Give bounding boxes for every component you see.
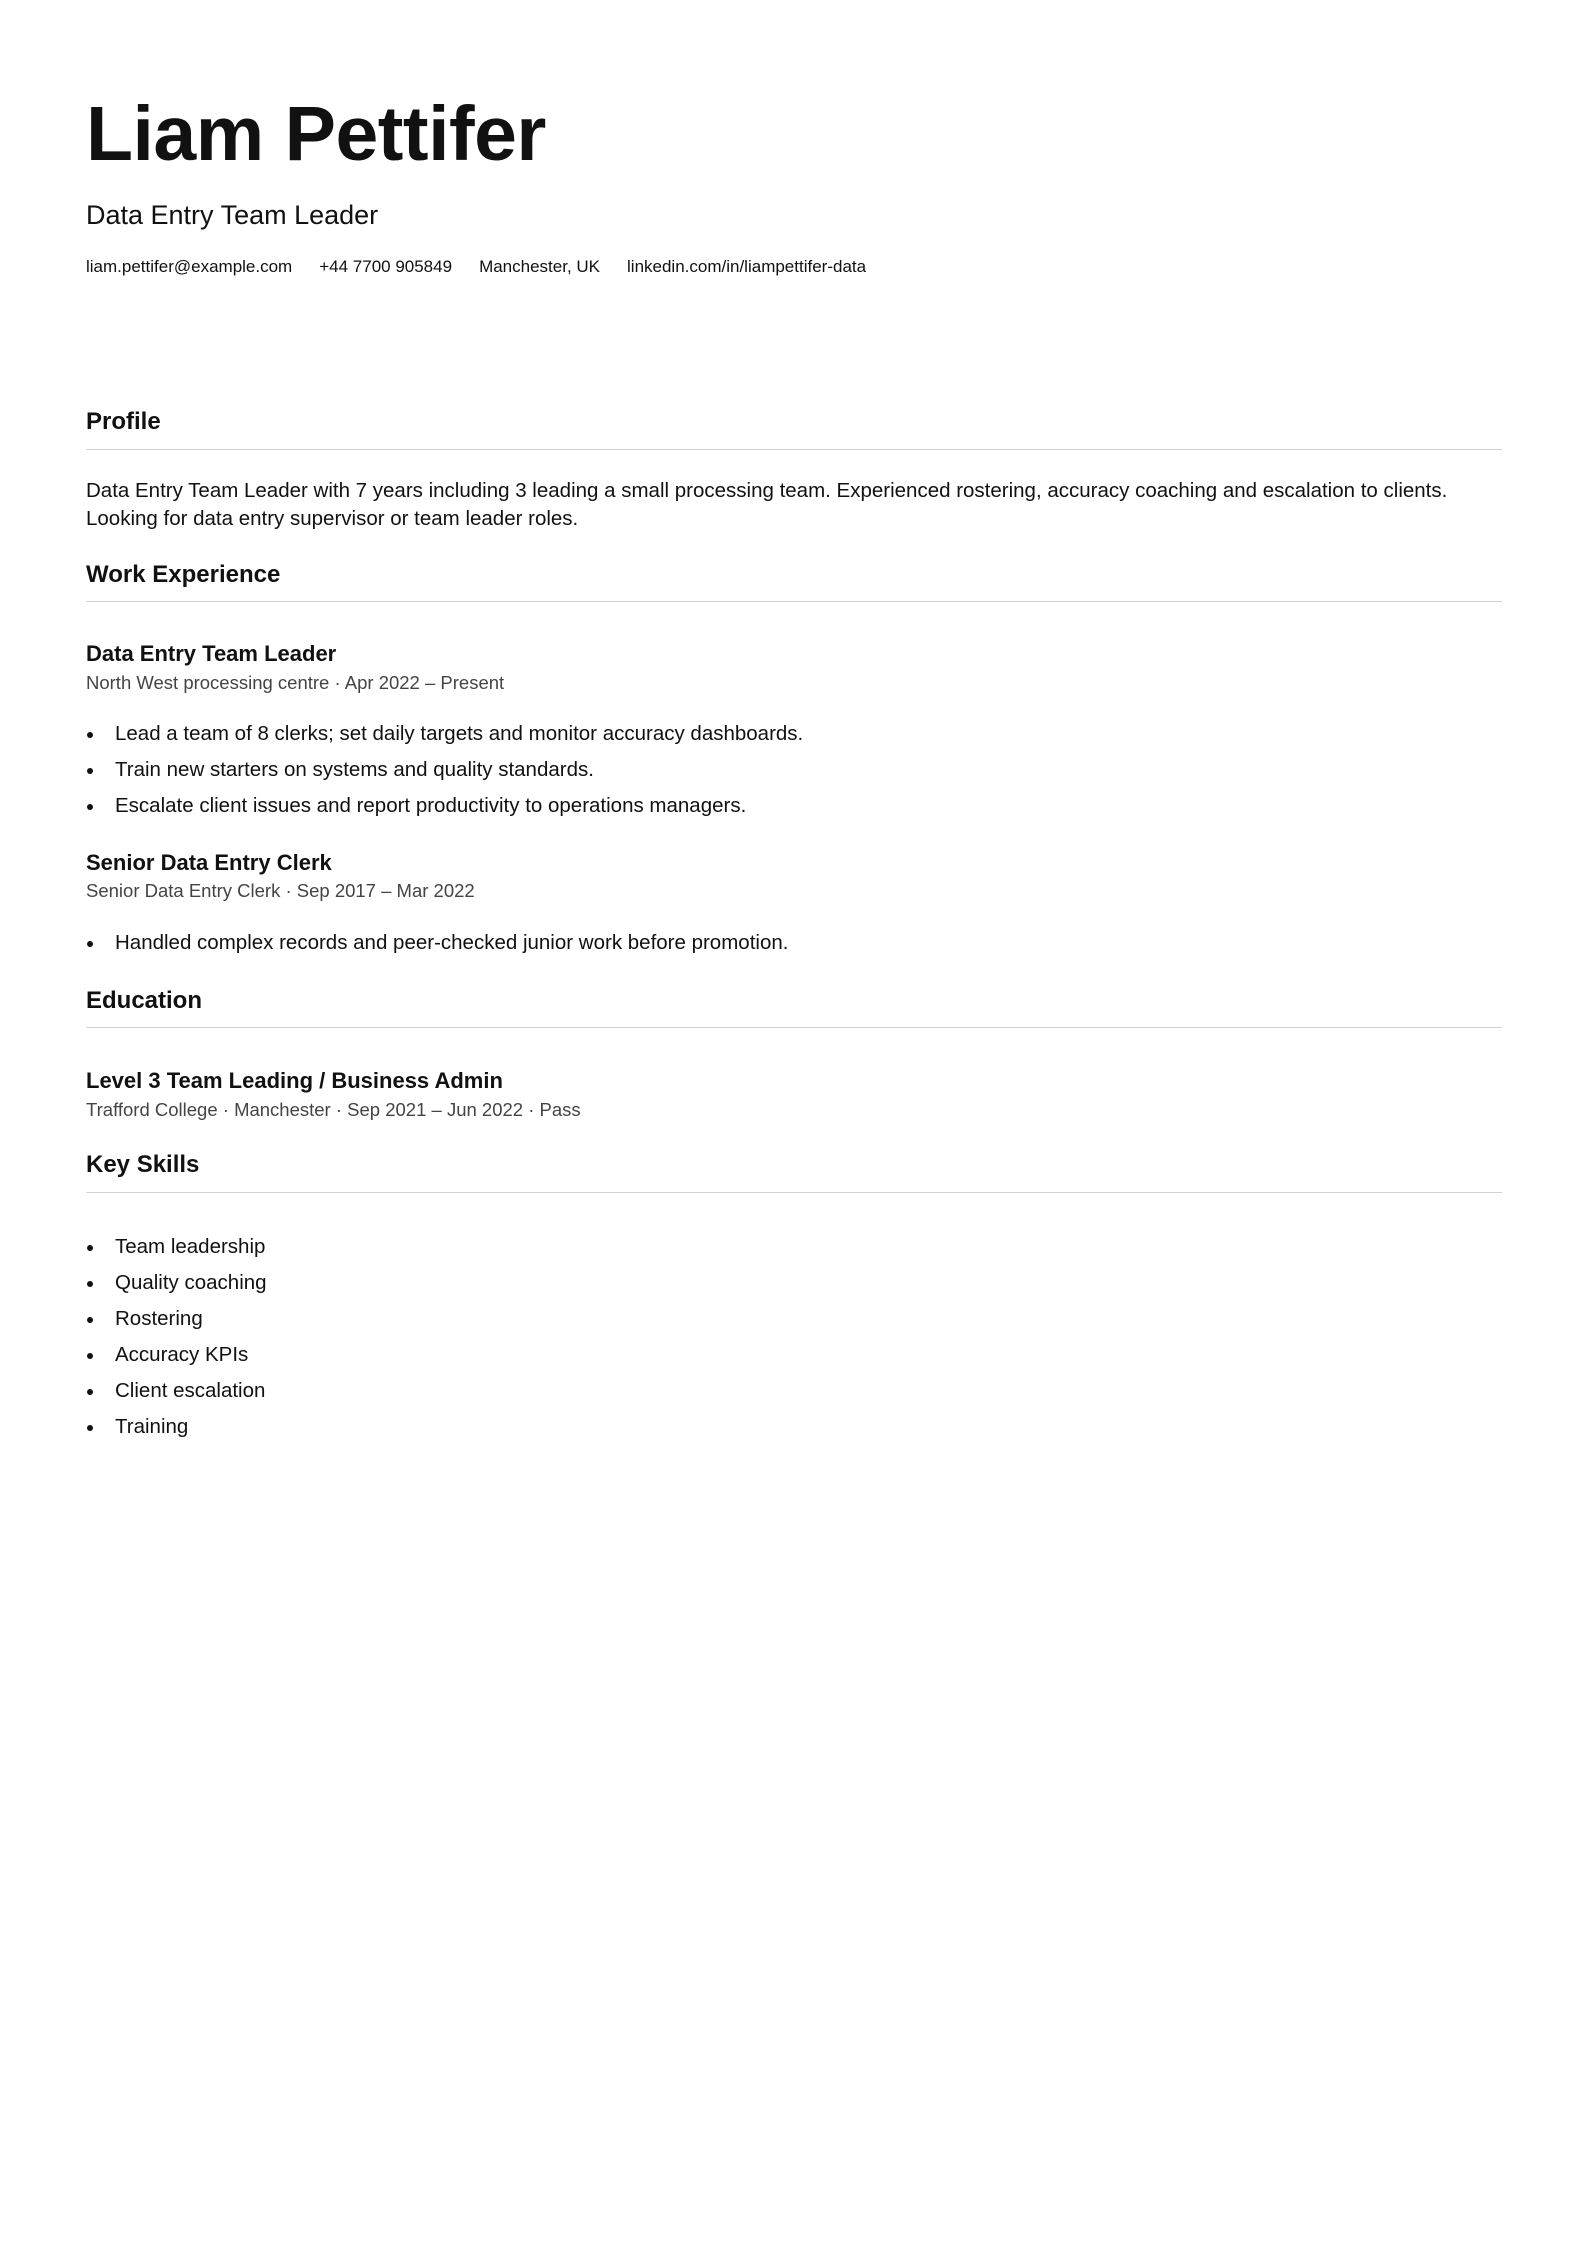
section-title-key-skills: Key Skills — [86, 1151, 1502, 1193]
job-bullet: Handled complex records and peer-checked junior work before promotion. — [86, 925, 1502, 961]
section-title-profile: Profile — [86, 408, 1502, 450]
profile-section — [86, 408, 1502, 533]
job-bullet: Escalate client issues and report productivity to operations managers. — [86, 788, 1502, 824]
job-title: Data Entry Team Leader — [86, 641, 337, 667]
candidate-headline: Data Entry Team Leader — [86, 200, 379, 230]
section-title-education: Education — [86, 987, 1502, 1029]
key-skills-section — [86, 1151, 1502, 1445]
skill-item: Accuracy KPIs — [86, 1337, 1502, 1373]
job-entry — [86, 850, 1502, 961]
skill-item: Client escalation — [86, 1373, 1502, 1409]
job-bullet: Lead a team of 8 clerks; set daily targets and monitor accuracy dashboards. — [86, 716, 1502, 752]
section-title-work-experience: Work Experience — [86, 561, 1502, 603]
job-bullets — [86, 716, 1502, 824]
contact-email: liam.pettifer@example.com — [86, 257, 293, 277]
job-meta: North West processing centre · Apr 2022 – Present — [86, 671, 505, 693]
skills-list — [86, 1229, 1502, 1445]
education-entry — [86, 1068, 1502, 1121]
contact-location: Manchester, UK — [479, 257, 601, 277]
skill-item: Quality coaching — [86, 1265, 1502, 1301]
job-meta: Senior Data Entry Clerk · Sep 2017 – Mar 2022 — [86, 880, 475, 902]
skill-item: Training — [86, 1409, 1502, 1445]
resume-header — [86, 91, 1502, 278]
skill-item: Rostering — [86, 1301, 1502, 1337]
education-section — [86, 987, 1502, 1121]
candidate-name: Liam Pettifer — [86, 91, 546, 177]
job-bullets — [86, 925, 1502, 961]
contact-phone: +44 7700 905849 — [319, 257, 453, 277]
work-experience-section — [86, 561, 1502, 961]
contact-linkedin: linkedin.com/in/liampettifer-data — [627, 257, 867, 277]
job-entry — [86, 641, 1502, 824]
job-title: Senior Data Entry Clerk — [86, 849, 332, 875]
skill-item: Team leadership — [86, 1229, 1502, 1265]
profile-text: Data Entry Team Leader with 7 years including 3 leading a small processing team. Experienced rostering, accuracy coaching and escalation to clients. Looking for data entry supervisor or team leader roles. — [86, 478, 1448, 530]
education-title: Level 3 Team Leading / Business Admin — [86, 1068, 503, 1094]
job-bullet: Train new starters on systems and quality standards. — [86, 752, 1502, 788]
contact-info — [86, 257, 1502, 277]
education-meta: Trafford College · Manchester · Sep 2021 – Jun 2022 · Pass — [86, 1098, 581, 1120]
